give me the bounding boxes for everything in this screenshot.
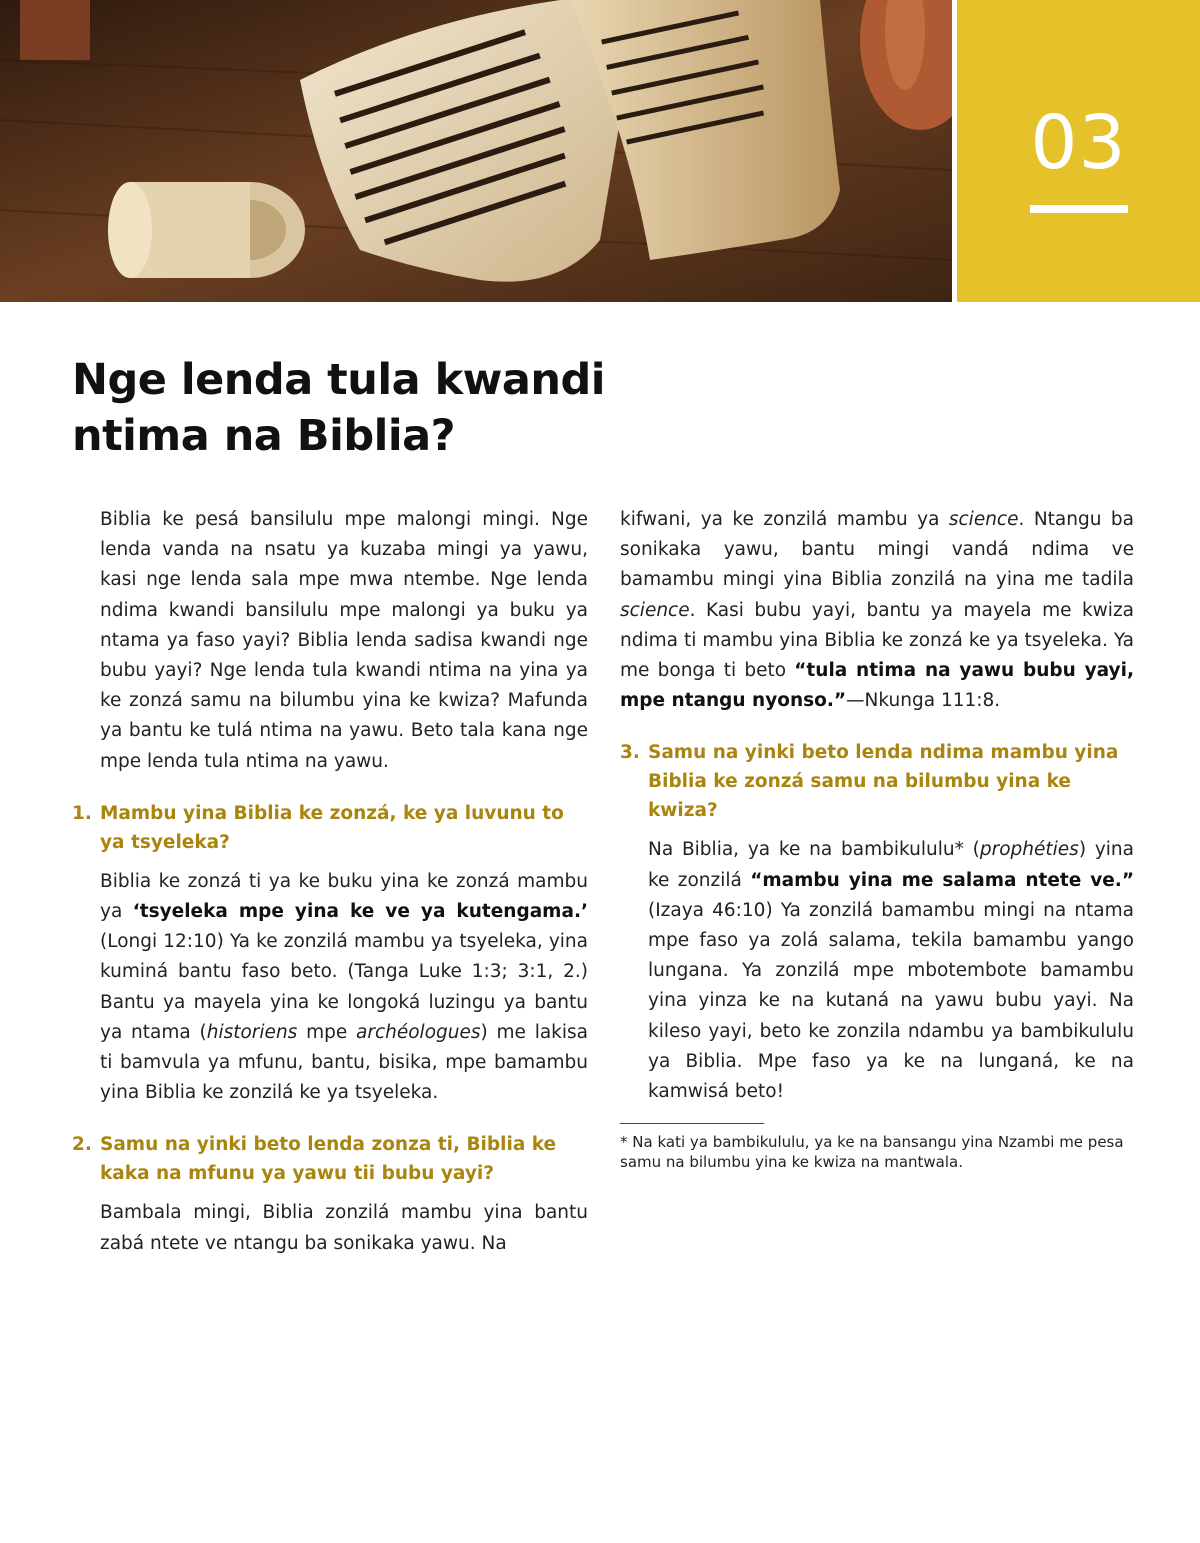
italic-term: archéologues — [356, 1021, 481, 1043]
text-run: . Ntangu ba sonikaka yawu, bantu mingi vandá ndima ve bamambu mingi yina Biblia zonzilá na yina me tadila — [620, 509, 1134, 591]
footnote: * Na kati ya bambikululu, ya ke na bansangu yina Nzambi me pesa samu na bilumbu yina ke kwiza na mantwala. — [620, 1133, 1124, 1172]
section-2-question: Samu na yinki beto lenda zonza ti, Biblia ke kaka na mfunu ya yawu tii bubu yayi? — [100, 1134, 557, 1185]
text-run: Bambala mingi, Biblia zonzilá mambu yina bantu zabá ntete ve ntangu ba sonikaka yawu. Na — [100, 1202, 588, 1254]
footnote-divider — [620, 1123, 764, 1124]
right-column — [620, 505, 1134, 1172]
bold-quote: “mambu yina me salama ntete ve.” — [750, 869, 1134, 891]
scrolls-illustration — [0, 0, 952, 302]
section-1-question: Mambu yina Biblia ke zonzá, ke ya luvunu to ya tsyeleka? — [100, 802, 564, 853]
text-run: mpe — [297, 1021, 357, 1043]
section-2-body-start — [100, 1198, 588, 1258]
text-run: —Nkunga 111:8. — [846, 690, 1001, 712]
italic-term: science — [948, 509, 1019, 530]
bold-quote: “tula ntima na yawu bubu yayi, mpe ntangu nyonso.” — [620, 660, 1134, 712]
chapter-underline — [1030, 205, 1128, 213]
section-2-body-cont: kifwani, ya ke zonzilá mambu ya science. Ntangu ba sonikaka yawu, bantu mingi vandá ndima ve bamambu mingi yina Biblia zonzilá na yina me tadila science. Kasi bubu yayi, bantu ya mayela me kwiza ndima ti mambu yina Biblia ke zonzá ke ya tsyeleka. Ya me bonga ti beto “tula ntima na yawu bubu yayi, mpe ntangu nyonso.”—Nkunga 111:8. — [620, 509, 1134, 712]
text-run: (Izaya 46:10) Ya zonzilá bamambu mingi na ntama mpe faso ya zolá salama, tekila bamambu yango lungana. Ya zonzilá mpe mbotembote bamambu yina yinza ke na kutaná na yawu bubu yayi. Na kileso yayi, beto ke zonzila ndambu ya bambikululu ya Biblia. Mpe faso ya ke na lunganá, ke na kamwisá beto! — [648, 899, 1134, 1103]
text-run: Biblia ke zonzá ti ya ke buku yina ke zonzá mambu ya — [100, 870, 588, 923]
section-3-heading — [620, 738, 1134, 825]
section-1-heading — [72, 799, 588, 857]
chapter-badge — [957, 0, 1200, 302]
bold-quote: ‘tsyeleka mpe yina ke ve ya kutengama.’ — [132, 901, 588, 923]
section-2-number: 2. — [72, 1134, 92, 1156]
text-run: . Kasi bubu yayi, bantu ya mayela me kwiza ndima ti mambu yina Biblia ke zonzá ke ya tsyeleka. Ya me bonga ti beto — [620, 599, 1134, 682]
section-3-number: 3. — [620, 742, 640, 764]
text-run: ) yina ke zonzilá — [648, 839, 1134, 891]
chapter-number: 03 — [1030, 100, 1127, 186]
page-title: Nge lenda tula kwandi ntima na Biblia? — [72, 355, 606, 461]
section-3-question: Samu na yinki beto lenda ndima mambu yina Biblia ke zonzá samu na bilumbu yina ke kwiza? — [648, 742, 1119, 822]
text-run: ) me lakisa ti bamvula ya mfunu, bantu, bisika, mpe bamambu yina Biblia ke zonzilá ke ya tsyeleka. — [100, 1021, 588, 1104]
italic-term: science — [620, 599, 690, 621]
text-run: Na Biblia, ya ke na bambikululu* ( — [648, 839, 980, 861]
text-run: (Longi 12:10) Ya ke zonzilá mambu ya tsyeleka, yina kuminá bantu faso beto. (Tanga Luke 1:3; 3:1, 2.) Bantu ya mayela yina ke longoká luzingu ya bantu ya ntama ( — [100, 931, 588, 1043]
left-column — [72, 505, 588, 1258]
italic-term: prophéties — [979, 839, 1079, 861]
intro-paragraph: Biblia ke pesá bansilulu mpe malongi mingi. Nge lenda vanda na nsatu ya kuzaba mingi ya yawu, kasi nge lenda sala mpe mwa ntembe. Nge lenda ndima kwandi bansilulu mpe malongi ya buku ya ntama ya faso yayi? Biblia lenda sadisa kwandi nge bubu yayi? Nge lenda tula kwandi ntima na yina ya ke zonzá samu na bilumbu yina ke kwiza? Mafunda ya bantu ke tulá ntima na yawu. Beto tala kana nge mpe lenda tula ntima na yawu. — [100, 509, 588, 772]
section-1-number: 1. — [72, 802, 92, 824]
section-2-heading — [72, 1130, 588, 1188]
section-1-body — [100, 867, 588, 1109]
section-3-body — [648, 835, 1134, 1107]
italic-term: historiens — [206, 1021, 298, 1043]
scrolls-photo — [0, 0, 952, 302]
